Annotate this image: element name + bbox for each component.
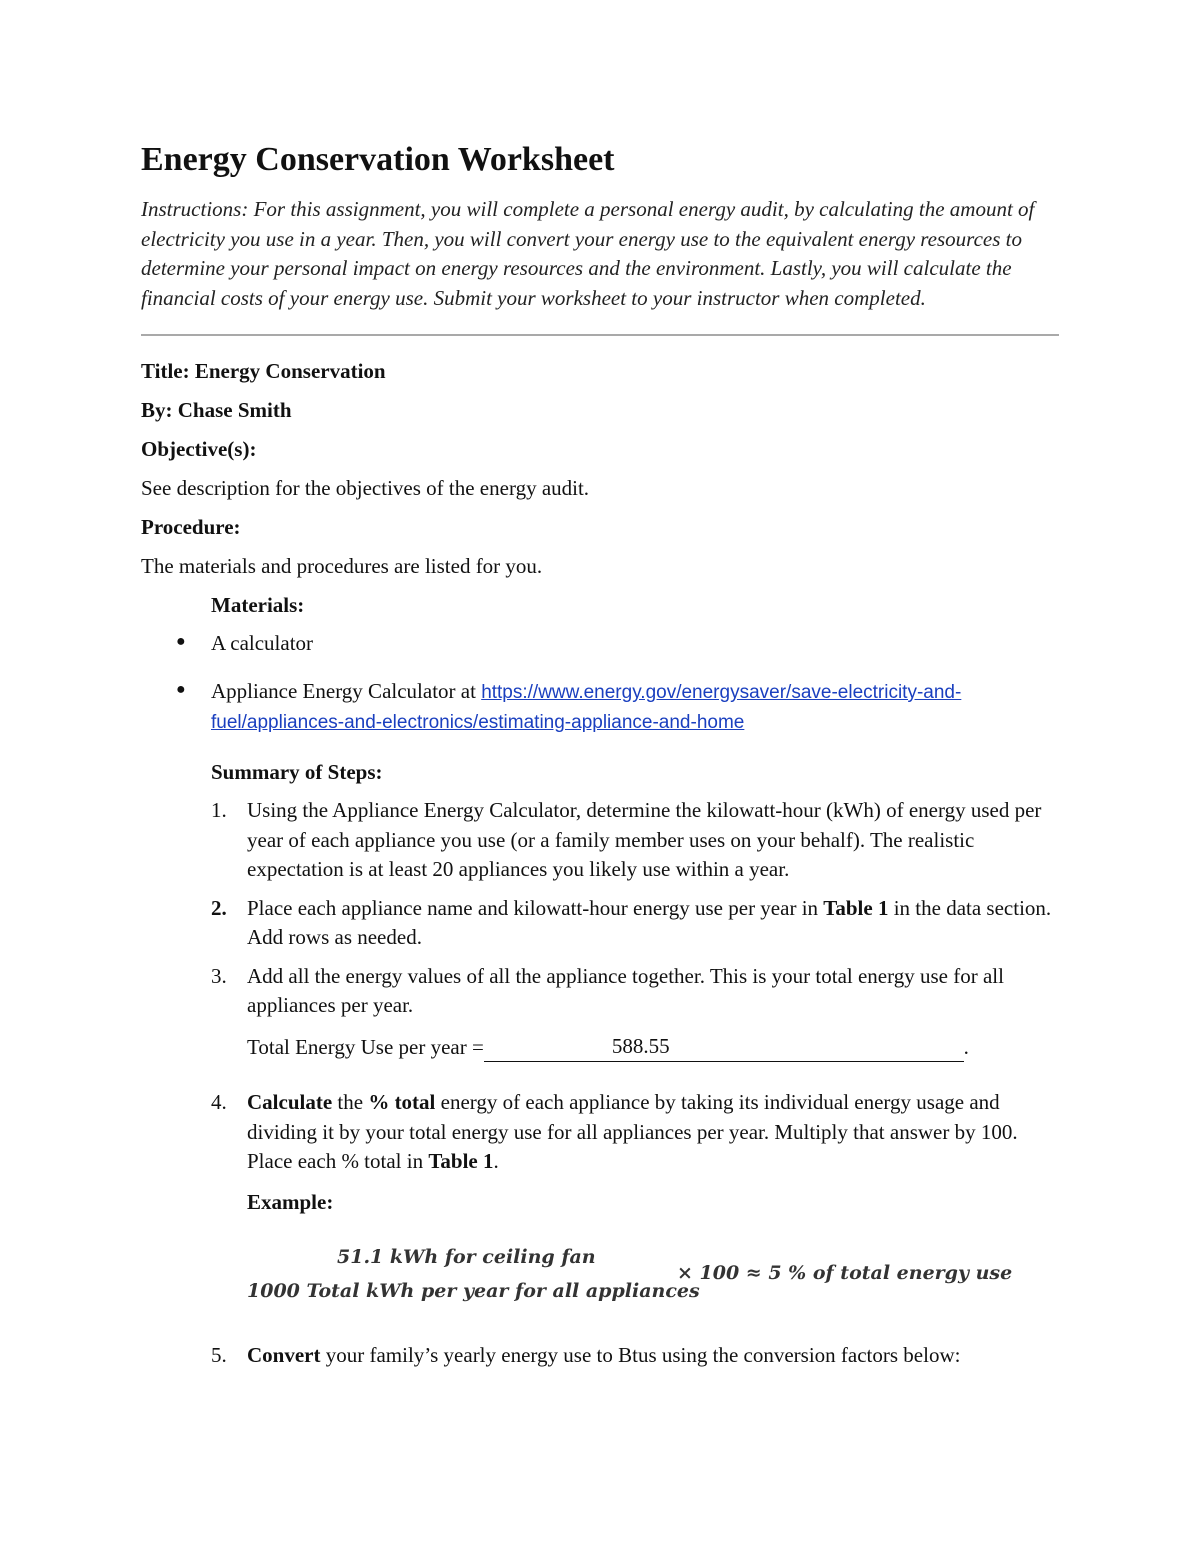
step-number: 1. xyxy=(211,798,227,822)
example-formula xyxy=(247,1243,1059,1327)
steps-heading: Summary of Steps: xyxy=(211,760,383,784)
step-4 xyxy=(141,1088,1059,1327)
total-energy-value: 588.55 xyxy=(611,1033,670,1058)
document-title: Energy Conservation Worksheet xyxy=(141,141,615,178)
table-reference: Table 1 xyxy=(823,895,889,920)
formula-denominator: 1000 Total kWh per year for all appliances xyxy=(247,1280,700,1302)
step-text: the xyxy=(332,1090,369,1114)
total-energy-label: Total Energy Use per year = xyxy=(247,1034,484,1059)
step-text: Using the Appliance Energy Calculator, determine the kilowatt-hour (kWh) of energy used per year of each appliance you use (or a family member uses on your behalf). The realistic expectation is at least 20 appliances you likely use within a year. xyxy=(247,798,1042,881)
step-number: 4. xyxy=(211,1090,227,1114)
step-keyword: % total xyxy=(368,1090,436,1114)
step-3 xyxy=(141,962,1059,1063)
materials-item-text: Appliance Energy Calculator at xyxy=(211,679,482,703)
materials-item-calculator xyxy=(141,629,1059,657)
step-text: your family’s yearly energy use to Btus using the conversion factors below: xyxy=(320,1343,961,1367)
step-keyword: Convert xyxy=(247,1343,321,1367)
step-1 xyxy=(141,796,1059,885)
formula-result: × 100 ≈ 5 % of total energy use xyxy=(677,1262,1013,1284)
report-title-line: Title: Energy Conservation xyxy=(141,359,386,383)
step-text: . xyxy=(493,1149,499,1173)
step-2 xyxy=(141,894,1059,953)
procedure-text: The materials and procedures are listed for you. xyxy=(141,554,543,578)
materials-heading: Materials: xyxy=(211,593,305,617)
table-reference: Table 1 xyxy=(428,1149,494,1173)
materials-item-text: A calculator xyxy=(211,631,314,655)
step-keyword: Calculate xyxy=(247,1090,333,1114)
example-label: Example: xyxy=(247,1189,334,1214)
step-number: 3. xyxy=(211,963,227,988)
step-text: Place each appliance name and kilowatt-hour energy use per year in xyxy=(247,895,824,920)
step-5 xyxy=(141,1341,1059,1371)
materials-item-energy-calculator xyxy=(141,677,1059,737)
formula-numerator: 51.1 kWh for ceiling fan xyxy=(337,1246,596,1268)
instructions-paragraph: Instructions: For this assignment, you will complete a personal energy audit, by calculating the amount of electricity you use in a year. Then, you will convert your energy use to the equivalent energy resources to determine your personal impact on energy resources and the environment. Lastly, you will calculate the financial costs of your energy use. Submit your worksheet to your instructor when completed. xyxy=(141,197,1035,310)
total-energy-blank xyxy=(484,1032,964,1063)
worksheet-page xyxy=(141,140,1059,1371)
energy-calculator-link[interactable]: https://www.energy.gov/energysaver/save-electricity-and-fuel/appliances-and-electronics/estimating-appliance-and-home xyxy=(211,682,962,733)
bullet-icon: ● xyxy=(176,681,186,698)
step-text: energy of each appliance by taking its individual energy usage and dividing it by your total energy use for all appliances per year. Multiply that answer by 100. Place each % total in xyxy=(247,1090,1018,1173)
steps-list xyxy=(141,796,1059,1371)
step-text: in the data section. Add rows as needed. xyxy=(247,895,1052,949)
step-text: Add all the energy values of all the appliance together. This is your total energy use for all appliances per year. xyxy=(247,963,1004,1017)
step-number: 5. xyxy=(211,1343,227,1367)
total-energy-line xyxy=(247,1032,1059,1063)
procedure-label: Procedure: xyxy=(141,515,241,539)
report-author-line: By: Chase Smith xyxy=(141,398,292,422)
horizontal-divider xyxy=(141,334,1059,336)
objectives-label: Objective(s): xyxy=(141,437,257,461)
objectives-text: See description for the objectives of the energy audit. xyxy=(141,476,590,500)
materials-list xyxy=(141,629,1059,737)
step-number: 2. xyxy=(211,895,227,920)
bullet-icon: ● xyxy=(176,633,186,650)
total-energy-period: . xyxy=(963,1034,969,1059)
